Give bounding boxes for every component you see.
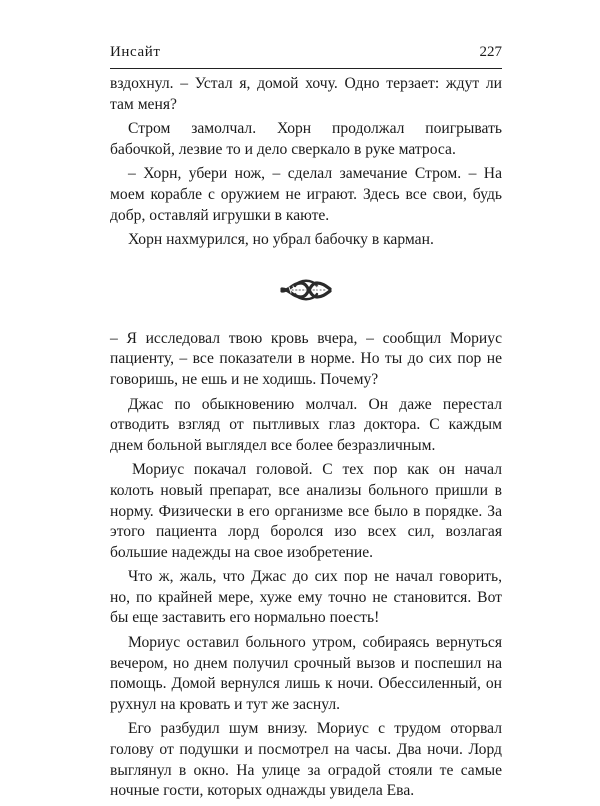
running-head-title: Инсайт bbox=[110, 44, 161, 60]
paragraph: – Я исследовал твою кровь вчера, – сообщил Мориус пациенту, – все показатели в норме. Но ты до сих пор не говоришь, не ешь и не ходишь. Почему? bbox=[110, 329, 502, 388]
paragraph: Мориус покачал головой. С тех пор как он начал колоть новый препарат, все анализы больного пришли в норму. Физически в его организме все было в порядке. За этого пациента лорд боролся изо всех сил, возлагая большие надежды на свое изобретение. bbox=[110, 461, 502, 561]
body-text bbox=[110, 74, 502, 806]
section-divider bbox=[110, 255, 502, 325]
page-number: 227 bbox=[479, 44, 502, 60]
paragraph: – Хорн, убери нож, – сделал замечание Стром. – На моем корабле с оружием не играют. Здесь все свои, будь добр, оставляй игрушки в каюте. bbox=[110, 165, 502, 224]
paragraph: Мориус оставил больного утром, собираясь вернуться вечером, но днем получил срочный вызов и поспешил на помощь. Домой вернулся лишь к ночи. Обессиленный, он рухнул на кровать и тут же заснул. bbox=[110, 634, 502, 713]
paragraph: Джас по обыкновению молчал. Он даже перестал отводить взгляд от пытливых глаз доктора. С каждым днем больной выглядел все более безразличным. bbox=[110, 395, 502, 454]
rope-knot-icon bbox=[279, 275, 333, 305]
paragraph: Стром замолчал. Хорн продолжал поигрывать бабочкой, лезвие то и дело сверкало в руке матроса. bbox=[110, 120, 502, 158]
running-head bbox=[110, 44, 502, 69]
paragraph: Хорн нахмурился, но убрал бабочку в карман. bbox=[128, 231, 434, 249]
paragraph: Что ж, жаль, что Джас до сих пор не начал говорить, но, по крайней мере, хуже ему точно не становится. Вот бы еще заставить его нормально поесть! bbox=[110, 568, 502, 627]
paragraph: Его разбудил шум внизу. Мориус с трудом оторвал голову от подушки и посмотрел на часы. Два ночи. Лорд выглянул в окно. На улице за оградой стояли те самые ночные гости, которых однажды увидела Ева. bbox=[110, 720, 502, 800]
paragraph: вздохнул. – Устал я, домой хочу. Одно терзает: ждут ли там меня? bbox=[110, 75, 502, 113]
